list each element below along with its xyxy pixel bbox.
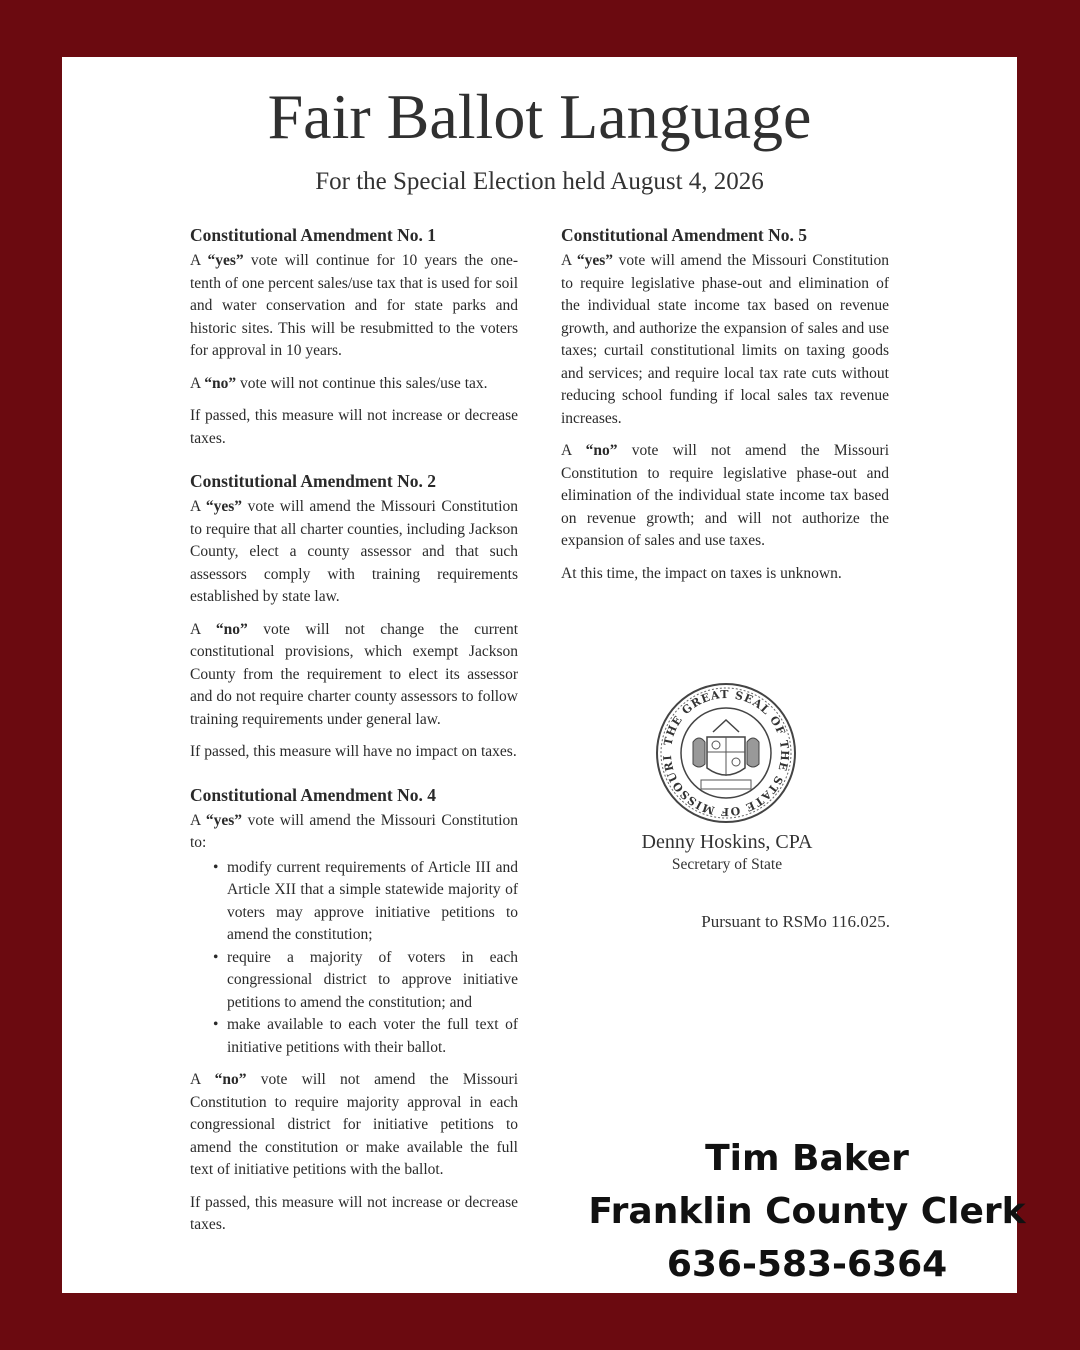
svg-text:THE GREAT SEAL OF THE STATE OF: THE GREAT SEAL OF THE STATE OF MISSOURI: [660, 687, 792, 819]
amendment-4-yes-text: A “yes” vote will amend the Missouri Constitution to:: [190, 811, 519, 851]
amendment-2-yes-text: A “yes” vote will amend the Missouri Constitution to require that all charter counties, including Jackson County, elect a county assessor and that such assessors comply with training requirements established by state law.: [190, 498, 519, 605]
amendment-5-no-text: A “no” vote will not amend the Missouri Constitution to require legislative phase-out and elimination of the individual state income tax based on revenue growth; and will not authorize the expansion of sales and use taxes.: [561, 442, 890, 549]
clerk-office: Franklin County Clerk: [588, 1191, 1026, 1232]
amendment-5-impact: At this time, the impact on taxes is unknown.: [561, 564, 842, 582]
list-item: • require a majority of voters in each congressional district to approve initiative petitions to amend the constitution; and: [227, 947, 518, 1015]
page-subtitle: For the Special Election held August 4, 2026: [315, 168, 764, 195]
amendment-4-bullet-list: [190, 857, 518, 1060]
left-column: [190, 223, 518, 1256]
amendment-1-yes-text: A “yes” vote will continue for 10 years the one-tenth of one percent sales/use tax that is used for soil and water conservation and for state parks and historic sites. This will be resubmitted to the voters for approval in 10 years.: [190, 252, 518, 359]
amendment-4-heading: Constitutional Amendment No. 4: [190, 784, 436, 805]
clerk-phone: 636-583-6364: [666, 1244, 948, 1285]
amendment-1-section: [190, 223, 518, 450]
clerk-contact-block: [582, 1132, 1032, 1291]
amendment-2-no-text: A “no” vote will not change the current constitutional provisions, which exempt Jackson County from the requirement to elect its assessor and do not require charter county assessors to follow training requirements under general law.: [190, 620, 518, 728]
signer-title: Secretary of State: [671, 856, 783, 873]
signer-name: Denny Hoskins, CPA: [641, 831, 813, 853]
missouri-state-seal-icon: [655, 682, 797, 829]
list-item: • make available to each voter the full text of initiative petitions with their ballot.: [227, 1014, 518, 1059]
amendment-4-no-text: A “no” vote will not amend the Missouri Constitution to require majority approval in each congressional district for initiative petitions to amend the constitution or make available the full text of initiative petitions with the ballot.: [190, 1071, 519, 1178]
signature-block: [562, 829, 892, 875]
amendment-4-section: [190, 783, 518, 1237]
clerk-name: Tim Baker: [705, 1138, 909, 1179]
amendment-2-impact: If passed, this measure will have no impact on taxes.: [190, 743, 517, 760]
amendment-4-impact: If passed, this measure will not increase or decrease taxes.: [190, 1193, 518, 1233]
amendment-5-heading: Constitutional Amendment No. 5: [561, 225, 807, 245]
list-item: • modify current requirements of Article III and Article XII that a simple statewide majority of voters may approve initiative petitions to amend the constitution;: [227, 857, 518, 947]
amendment-2-section: [190, 469, 518, 764]
amendment-1-impact: If passed, this measure will not increase or decrease taxes.: [190, 407, 518, 447]
amendment-1-no-text: A “no” vote will not continue this sales/use tax.: [190, 374, 488, 392]
statute-reference: Pursuant to RSMo 116.025.: [701, 912, 890, 931]
amendment-5-yes-text: A “yes” vote will amend the Missouri Constitution to require legislative phase-out and elimination of the individual state income tax based on revenue growth, and authorize the expansion of sales and use taxes; curtail constitutional limits on taxing goods and services; and require local tax rate cuts without reducing school funding if local sales tax revenue increases.: [561, 252, 890, 427]
page-title: Fair Ballot Language: [267, 81, 812, 152]
ballot-notice-page: [62, 57, 1026, 1293]
amendment-2-heading: Constitutional Amendment No. 2: [190, 471, 436, 491]
amendment-1-heading: Constitutional Amendment No. 1: [190, 225, 436, 245]
right-column: [561, 223, 889, 604]
amendment-5-section: [561, 223, 889, 585]
